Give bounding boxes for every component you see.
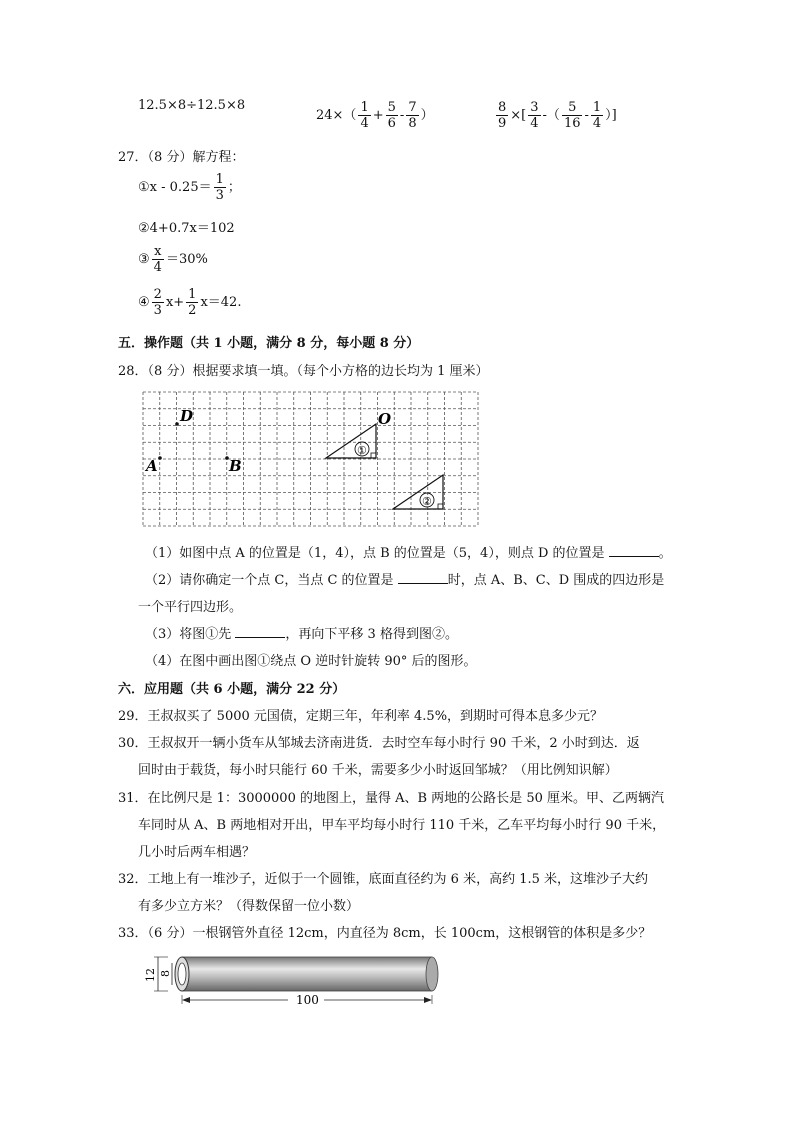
q28-part-3: （3）将图①先 ，再向下平移 3 格得到图②。 bbox=[145, 627, 458, 642]
triangle-2 bbox=[393, 475, 443, 509]
label-o: O bbox=[378, 410, 392, 428]
equation-1: ①x - 0.25＝ $\frac{1}{3}$ ； bbox=[138, 172, 241, 203]
fraction: $\frac{1}{4}$ bbox=[360, 100, 369, 131]
equation-2: ②4+0.7x＝102 bbox=[138, 221, 235, 236]
grid-figure bbox=[141, 390, 479, 530]
q30-line-2: 回时由于载货，每小时只能行 60 千米，需要多少小时返回邹城？（用比例知识解） bbox=[138, 763, 618, 778]
fraction: $\frac{7}{8}$ bbox=[408, 100, 417, 131]
expr-1: 12.5×8÷12.5×8 bbox=[138, 98, 246, 113]
equation-4: ④ $\frac{2}{3}$ x+ $\frac{1}{2}$ x＝42. bbox=[138, 287, 242, 318]
answer-blank[interactable] bbox=[235, 625, 285, 638]
q28-part-1: （1）如图中点 A 的位置是（1，4），点 B 的位置是（5，4），则点 D 的位置是 。 bbox=[145, 546, 672, 561]
q29: 29．王叔叔买了 5000 元国债，定期三年，年利率 4.5%，到期时可得本息多少元？ bbox=[118, 709, 604, 724]
inner-diameter-label: 8 bbox=[159, 970, 172, 977]
label-a: A bbox=[146, 457, 158, 475]
fraction: $\frac{8}{9}$ bbox=[498, 100, 507, 131]
section-6-heading: 六．应用题（共 6 小题，满分 22 分） bbox=[118, 682, 346, 697]
q32-line-1: 32．工地上有一堆沙子，近似于一个圆锥，底面直径约为 6 米，高约 1.5 米，这堆沙子大约 bbox=[118, 872, 649, 887]
q28-part-2-cont: 一个平行四边形。 bbox=[138, 600, 243, 615]
q32-line-2: 有多少立方米？（得数保留一位小数） bbox=[138, 899, 360, 914]
q33: 33．（6 分）一根钢管外直径 12cm，内直径为 8cm，长 100cm，这根钢管的体积是多少？ bbox=[118, 926, 652, 941]
q28-part-4: （4）在图中画出图①绕点 O 逆时针旋转 90° 后的图形。 bbox=[145, 654, 477, 669]
q31-line-2: 车同时从 A、B 两地相对开出，甲车平均每小时行 110 千米，乙车平均每小时行 90 千米， bbox=[138, 818, 666, 833]
answer-blank[interactable] bbox=[609, 544, 659, 557]
label-d: D bbox=[180, 407, 194, 425]
fraction: $\frac{3}{4}$ bbox=[530, 100, 539, 131]
fraction: $\frac{1}{4}$ bbox=[592, 100, 602, 131]
equation-3: ③ $\frac{x}{4}$ ＝30% bbox=[138, 244, 208, 275]
q31-line-3: 几小时后两车相遇？ bbox=[138, 845, 256, 860]
q27-heading: 27．（8 分）解方程： bbox=[118, 150, 245, 165]
expr-2: 24×（ $\frac{1}{4}$ + $\frac{5}{6}$ - $\frac{7}{8}$ ） bbox=[316, 100, 434, 131]
outer-diameter-label: 12 bbox=[144, 968, 157, 982]
label-b: B bbox=[229, 457, 242, 475]
q31-line-1: 31．在比例尺是 1：3000000 的地图上，量得 A、B 两地的公路长是 50 厘米。甲、乙两辆汽 bbox=[118, 791, 664, 806]
length-label: 100 bbox=[296, 993, 319, 1007]
q28-heading: 28．（8 分）根据要求填一填。（每个小方格的边长均为 1 厘米） bbox=[118, 364, 489, 379]
point-a bbox=[158, 456, 162, 460]
fraction: $\frac{5}{6}$ bbox=[387, 100, 396, 131]
pipe-figure bbox=[138, 950, 448, 1010]
fraction: $\frac{5}{16}$ bbox=[563, 100, 581, 131]
q28-part-2: （2）请你确定一个点 C，当点 C 的位置是 时，点 A、B、C、D 围成的四边形是 bbox=[145, 573, 665, 588]
section-5-heading: 五．操作题（共 1 小题，满分 8 分，每小题 8 分） bbox=[118, 336, 420, 351]
pipe-body bbox=[182, 957, 432, 991]
expr-3: $\frac{8}{9}$ ×[ $\frac{3}{4}$ -（ $\frac{5}{16}$ - $\frac{1}{4}$ ）] bbox=[498, 100, 617, 131]
triangle-1 bbox=[326, 424, 376, 458]
answer-blank[interactable] bbox=[398, 571, 448, 584]
point-d bbox=[175, 422, 179, 426]
label-shape-2: ② bbox=[422, 495, 432, 508]
q30-line-1: 30．王叔叔开一辆小货车从邹城去济南进货．去时空车每小时行 90 千米，2 小时到达．返 bbox=[118, 736, 640, 751]
label-shape-1: ① bbox=[357, 444, 367, 457]
expr-2-pre: 24×（ bbox=[316, 108, 357, 123]
